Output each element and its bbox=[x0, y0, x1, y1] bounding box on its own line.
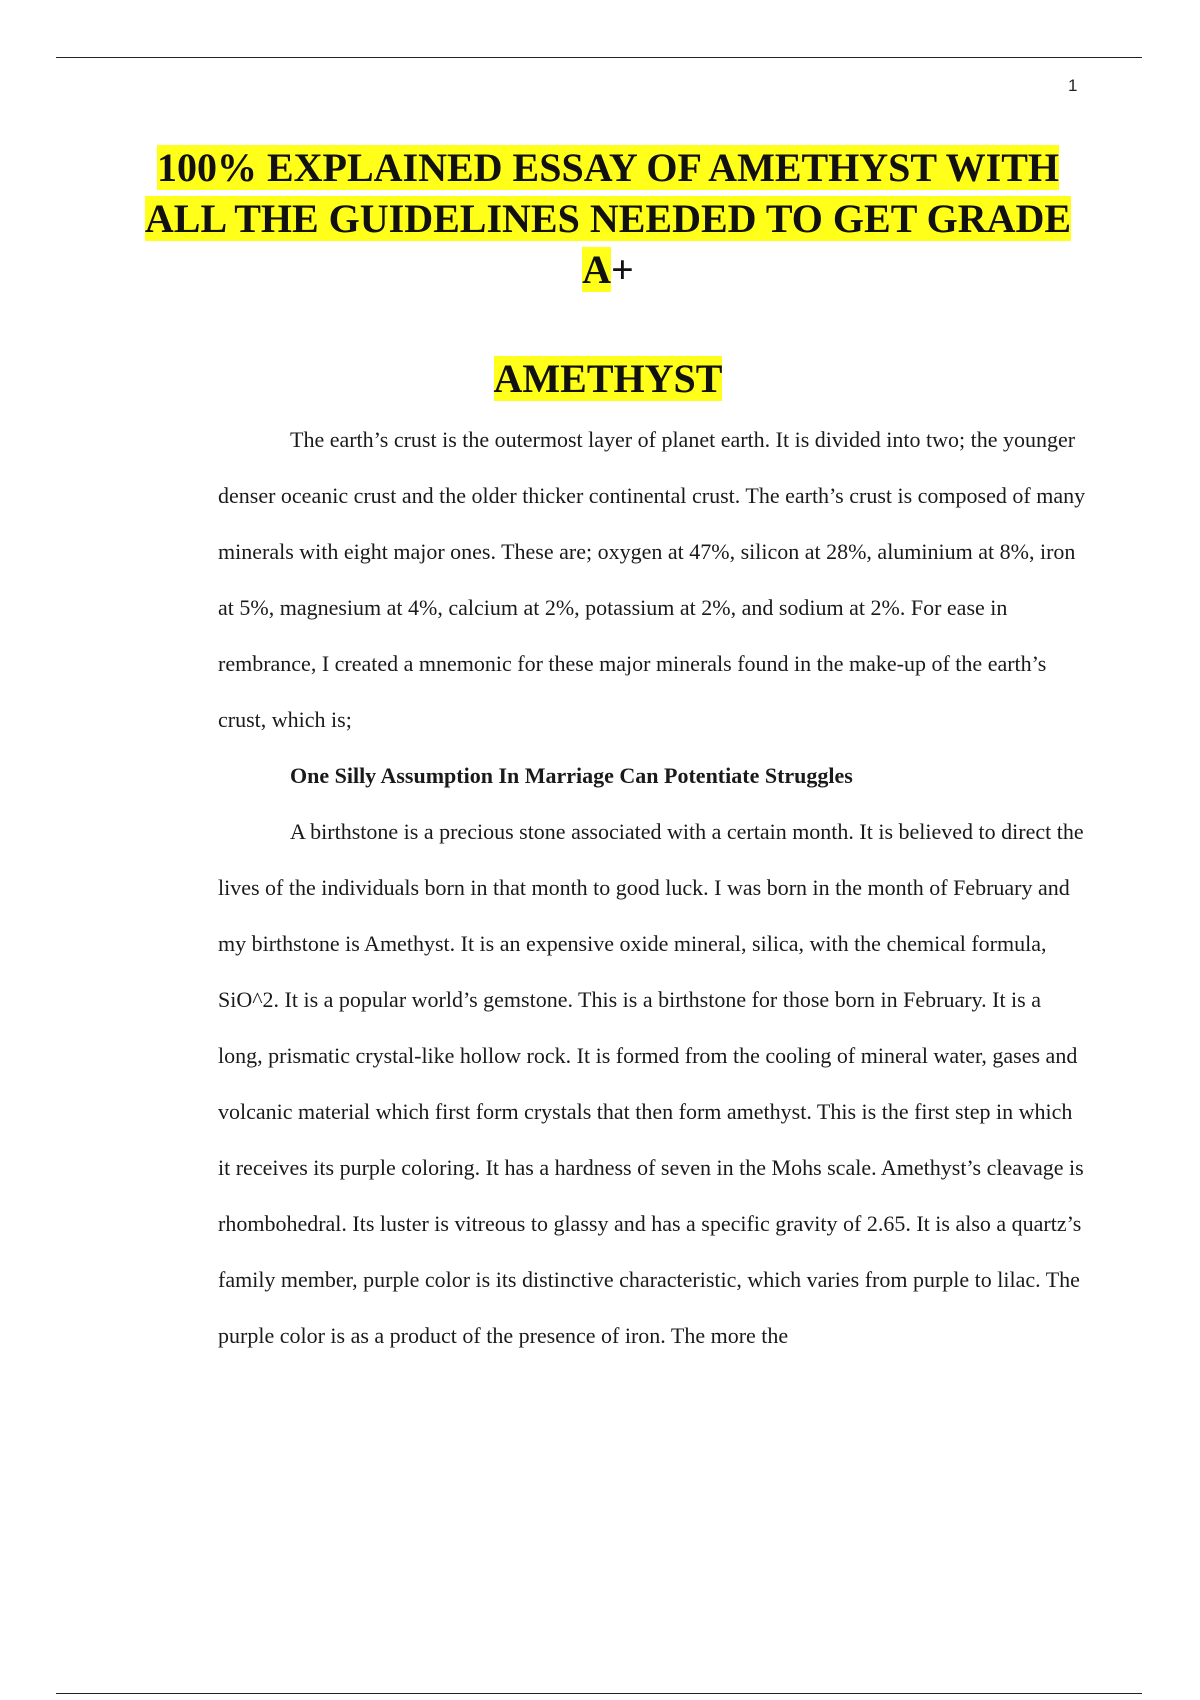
paragraph-crust: The earth’s crust is the outermost layer of planet earth. It is divided into two; the younger denser oceanic crust and the older thicker continental crust. The earth’s crust is composed of many minerals with eight major ones. These are; oxygen at 47%, silicon at 28%, aluminium at 8%, iron at 5%, magnesium at 4%, calcium at 2%, potassium at 2%, and sodium at 2%. For ease in rembrance, I created a mnemonic for these major minerals found in the make-up of the earth’s crust, which is; bbox=[218, 427, 1086, 732]
mnemonic-line: One Silly Assumption In Marriage Can Potentiate Struggles bbox=[290, 763, 853, 788]
header-rule bbox=[56, 57, 1142, 58]
title-line-3-rest: + bbox=[611, 247, 634, 292]
page-number: 1 bbox=[1068, 76, 1078, 95]
paragraph-birthstone: A birthstone is a precious stone associated with a certain month. It is believed to direct the lives of the individuals born in that month to good luck. I was born in the month of February and my birthstone is Amethyst. It is an expensive oxide mineral, silica, with the chemical formula, SiO^2. It is a popular world’s gemstone. This is a birthstone for those born in February. It is a long, prismatic crystal-like hollow rock. It is formed from the cooling of mineral water, gases and volcanic material which first form crystals that then form amethyst. This is the first step in which it receives its purple coloring. It has a hardness of seven in the Mohs scale. Amethyst’s cleavage is rhombohedral. Its luster is vitreous to glassy and has a specific gravity of 2.65. It is also a quartz’s family member, purple color is its distinctive characteristic, which varies from purple to lilac. The purple color is as a product of the presence of iron. The more the bbox=[218, 819, 1084, 1348]
title-line-1: 100% EXPLAINED ESSAY OF AMETHYST WITH bbox=[156, 145, 1060, 190]
section-heading bbox=[130, 353, 1086, 404]
footer-rule bbox=[56, 1693, 1142, 1694]
document-title bbox=[130, 142, 1086, 295]
title-line-3-highlight: A bbox=[582, 247, 612, 292]
title-line-2: ALL THE GUIDELINES NEEDED TO GET GRADE bbox=[144, 196, 1072, 241]
section-heading-text: AMETHYST bbox=[493, 356, 723, 401]
essay-body bbox=[218, 412, 1088, 1364]
